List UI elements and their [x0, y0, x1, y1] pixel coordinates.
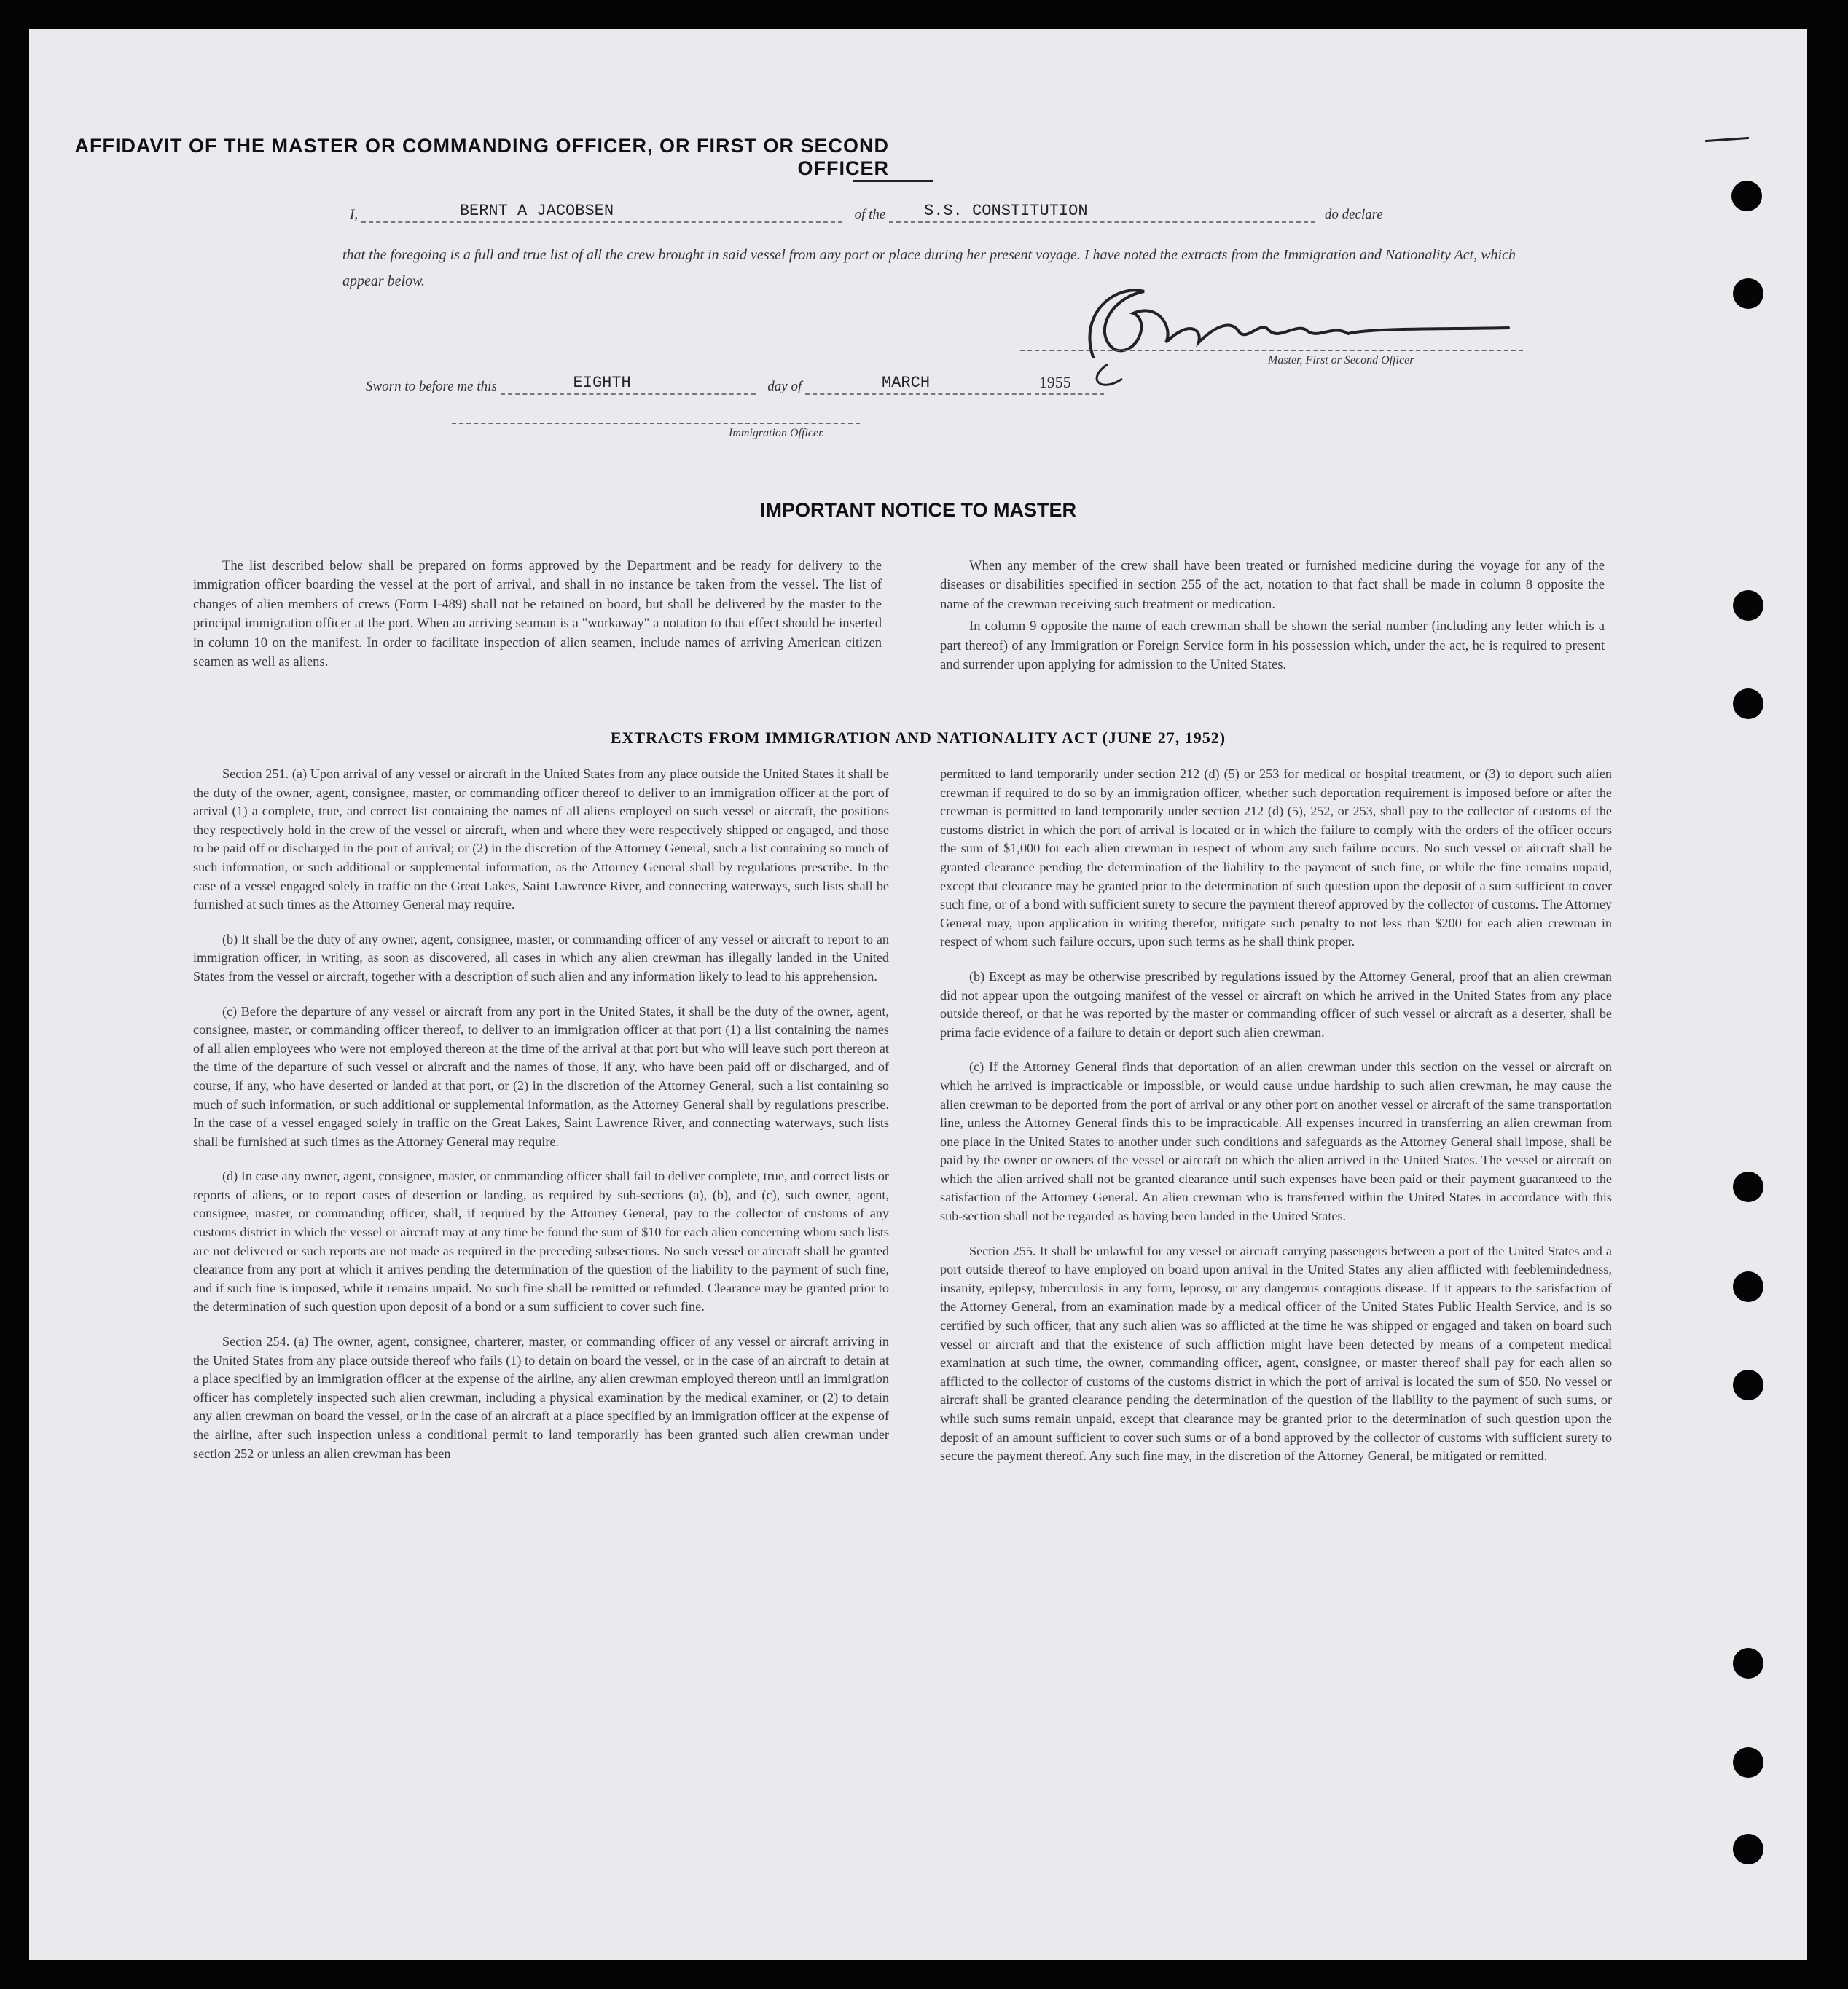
do-declare-label: do declare	[1324, 207, 1383, 222]
of-the-label: of the	[854, 207, 886, 222]
section-251-d: (d) In case any owner, agent, consignee, master, or commanding officer shall fail to deliver complete, true, and correct lists or reports of aliens, or to report cases of desertion or landing, as required by sub-sections (a), (b), and (c), such owner, agent, consignee, master, or commanding officer, shall, if required by the Attorney General, pay to the collector of customs of any customs district in which the vessel or aircraft may at any time be found the sum of $10 for each alien concerning whom such lists are not delivered or such reports are not made as required in the preceding subsections. No such vessel or aircraft shall be granted clearance from any port at which it arrives pending the determination of the question of the liability to the payment of such fine, and if such fine is imposed, while it remains unpaid. No such fine shall be remitted or refunded. Clearance may be granted prior to the determination of such question upon deposit of a bond or a sum sufficient to cover such fine.	[193, 1169, 889, 1314]
notice-right-paragraph-2: In column 9 opposite the name of each crewman shall be shown the serial number (including any letter which is a part thereof) of any Immigration or Foreign Service form in his possession which, under the act, he is required to present and surrender upon applying for admission to the United States.	[940, 619, 1605, 673]
binder-hole	[1733, 1172, 1763, 1202]
notice-title: IMPORTANT NOTICE TO MASTER	[760, 499, 1076, 521]
extracts-title: EXTRACTS FROM IMMIGRATION AND NATIONALITY ACT (JUNE 27, 1952)	[610, 729, 1226, 747]
binder-hole	[1733, 688, 1763, 719]
section-251-a: Section 251. (a) Upon arrival of any vessel or aircraft in the United States from any place outside the United States it shall be the duty of the owner, agent, consignee, master, or commanding officer thereof to deliver to an immigration officer at the port of arrival (1) a complete, true, and correct list containing the names of all aliens employed on such vessel or aircraft, the positions they respectively hold in the crew of the vessel or aircraft, when and where they were respectively shipped or engaged, and those to be paid off or discharged in the port of arrival; or (2) in the discretion of the Attorney General, such a list containing so much of such information, or such additional or supplemental information, as the Attorney General shall by regulations prescribe. In the case of a vessel engaged solely in traffic on the Great Lakes, Saint Lawrence River, and connecting waterways, such lists shall be furnished at such times as the Attorney General may require.	[193, 766, 889, 912]
document-page	[29, 29, 1807, 1960]
day-of-label: day of	[767, 379, 802, 394]
edge-mark	[1705, 137, 1749, 142]
section-251-b: (b) It shall be the duty of any owner, agent, consignee, master, or commanding officer of any vessel or aircraft to report to an immigration officer, in writing, as soon as discovered, all cases in which any alien crewman has illegally landed in the United States from the vessel or aircraft, together with a description of such alien and any information likely to lead to his apprehension.	[193, 931, 889, 984]
title-rule	[853, 180, 933, 182]
section-254-a-continued: permitted to land temporarily under section 212 (d) (5) or 253 for medical or hospital treatment, or (3) to deport such alien crewman if required to do so by an immigration officer, whether such deportation requirement is imposed before or after the crewman is permitted to land temporarily under section 212 (d) (5), 252, or 253, shall pay to the collector of customs of the customs district in which the port of arrival is located or in which the failure to comply with the orders of the officer occurs the sum of $1,000 for each alien crewman in respect of whom any such failure occurs. No such vessel or aircraft shall be granted clearance pending the determination of the liability to the payment of such fine, or while the fine remains unpaid, except that clearance may be granted prior to the determination of such question upon the deposit of a sum sufficient to cover such fine, or of a bond with sufficient surety to secure the payment thereof approved by the collector of customs. The Attorney General may, upon application in writing therefor, mitigate such penalty to not less than $200 for each alien crewman in respect of whom such failure occurs, upon such terms as he shall think proper.	[940, 766, 1612, 949]
master-signature	[1064, 270, 1516, 386]
signature-caption: Master, First or Second Officer	[1268, 354, 1414, 366]
binder-hole	[1731, 181, 1762, 211]
notice-left-paragraph: The list described below shall be prepared on forms approved by the Department and be ready for delivery to the immigration officer boarding the vessel at the port of arrival, and shall in no instance be taken from the vessel. The list of changes of alien members of crews (Form I-489) shall not be retained on board, but shall be delivered by the master to the principal immigration officer at the port. When an arriving seaman is a "workaway" a notation to that effect should be inserted in column 10 on the manifest. In order to facilitate inspection of alien seamen, include names of arriving American citizen seamen as well as aliens.	[193, 558, 882, 670]
declarant-name: BERNT A JACOBSEN	[459, 202, 614, 220]
year-value: 1955	[1038, 373, 1071, 391]
declarant-row	[350, 202, 1383, 223]
binder-hole	[1733, 278, 1763, 309]
vessel-name: S.S. CONSTITUTION	[924, 202, 1088, 220]
extracts-right-column	[940, 765, 1612, 1466]
notice-left-column	[193, 557, 882, 672]
sworn-row	[366, 373, 1104, 395]
notice-right-column	[940, 557, 1605, 675]
binder-hole	[1733, 1834, 1763, 1864]
immigration-officer-caption: Immigration Officer.	[729, 427, 825, 439]
sworn-label: Sworn to before me this	[366, 379, 497, 394]
i-label: I,	[350, 207, 359, 222]
section-254-c: (c) If the Attorney General finds that deportation of an alien crewman under this section on the vessel or aircraft on which he arrived is impracticable or impossible, or would cause undue hardship to such alien crewman, he may cause the alien crewman to be deported from the port of arrival or any other port on another vessel or aircraft of the same transportation line, unless the Attorney General finds this to be impracticable. All expenses incurred in transferring an alien crewman from one place in the United States to another under such conditions and safeguards as the Attorney General shall impose, shall be paid by the owner or owners of the vessel or aircraft on which the alien arrived in the United States. The vessel or aircraft on which the alien arrived shall not be granted clearance until such expenses have been paid or their payment guaranteed to the satisfaction of the Attorney General. An alien crewman who is transferred within the United States in accordance with this sub-section shall not be regarded as having been landed in the United States.	[940, 1059, 1612, 1224]
month-field[interactable]	[805, 374, 1031, 395]
signature-line[interactable]	[1020, 350, 1523, 351]
section-255: Section 255. It shall be unlawful for any vessel or aircraft carrying passengers between a port of the United States and a port outside thereof to have employed on board upon arrival in the United States any alien afflicted with feeblemindedness, insanity, epilepsy, tuberculosis in any form, leprosy, or any dangerous contagious disease. If it appears to the satisfaction of the Attorney General, from an examination made by a medical officer of the United States Public Health Service, and is so certified by such officer, that any such alien was so afflicted at the time he was shipped or engaged and taken on board such vessel or aircraft and that the existence of such affliction might have been detected by means of a competent medical examination at such time, the owner, commanding officer, agent, consignee, or master thereof shall pay for each alien so afflicted to the collector of customs of the customs district in which the port of arrival is located the sum of $50. No vessel or aircraft shall be granted clearance pending the determination of the question of the liability to the payment of such sums, or while such sums remain unpaid, except that clearance may be granted prior to the determination of such question upon the deposit of an amount sufficient to cover such sums or of a bond approved by the collector of customs with sufficient surety to secure the payment thereof. Any such fine may, in the discretion of the Attorney General, be mitigated or remitted.	[940, 1243, 1612, 1464]
binder-hole	[1733, 1370, 1763, 1400]
day-field[interactable]	[501, 374, 756, 395]
binder-hole	[1733, 1648, 1763, 1679]
affidavit-title: AFFIDAVIT OF THE MASTER OR COMMANDING OFFICER, OR FIRST OR SECOND OFFICER	[74, 135, 889, 179]
name-field[interactable]	[361, 202, 842, 223]
year-field[interactable]	[1035, 373, 1104, 395]
month-value: MARCH	[882, 374, 931, 392]
binder-hole	[1733, 1271, 1763, 1302]
notice-right-paragraph-1: When any member of the crew shall have been treated or furnished medicine during the voyage for any of the diseases or disabilities specified in section 255 of the act, notation to that fact shall be made in column 8 opposite the name of the crewman receiving such treatment or medication.	[940, 558, 1605, 612]
extracts-left-column	[193, 765, 889, 1463]
binder-hole	[1733, 590, 1763, 621]
vessel-field[interactable]	[889, 202, 1315, 223]
day-value: EIGHTH	[573, 374, 631, 392]
section-251-c: (c) Before the departure of any vessel or aircraft from any port in the United States, it shall be the duty of the owner, agent, consignee, master, or commanding officer thereof, to deliver to an immigration officer at that port (1) a list containing the names of all alien employees who were not employed thereon at the time of the arrival at that port but who will leave such port thereon at the time of the departure of such vessel or aircraft and the names of those, if any, who have been paid off or discharged, and of course, if any, who have deserted or landed at that port, or (2) in the discretion of the Attorney General, such a list containing so much of such information, or such additional or supplemental information, as the Attorney General shall by regulations prescribe. In the case of a vessel engaged solely in traffic on the Great Lakes, Saint Lawrence River, and connecting waterways, such lists shall be furnished at such times as the Attorney General may require.	[193, 1003, 889, 1149]
declaration-text: that the foregoing is a full and true list of all the crew brought in said vessel from any port or place during her present voyage. I have noted the extracts from the Immigration and Nationality Act, which appear below.	[342, 247, 1516, 289]
immigration-officer-line[interactable]	[452, 423, 860, 424]
section-254-a: Section 254. (a) The owner, agent, consignee, charterer, master, or commanding officer of any vessel or aircraft arriving in the United States from any place outside thereof who fails (1) to detain on board the vessel, or in the case of an aircraft to detain at a place specified by an immigration officer at the expense of the airline, any alien crewman employed thereon until an immigration officer has completely inspected such alien crewman, including a physical examination by the medical examiner, or (2) to detain any alien crewman on board the vessel, or in the case of an aircraft at a place specified by an immigration officer at the expense of the airline, after such inspection unless a conditional permit to land temporarily has been granted such alien crewman under section 252 or unless an alien crewman has been	[193, 1334, 889, 1461]
section-254-b: (b) Except as may be otherwise prescribed by regulations issued by the Attorney General, proof that an alien crewman did not appear upon the outgoing manifest of the vessel or aircraft on which he arrived in the United States from any place outside thereof, or that he was reported by the master or commanding officer of such vessel or aircraft as a deserter, shall be prima facie evidence of a failure to detain or deport such alien crewman.	[940, 968, 1612, 1040]
binder-hole	[1733, 1747, 1763, 1778]
